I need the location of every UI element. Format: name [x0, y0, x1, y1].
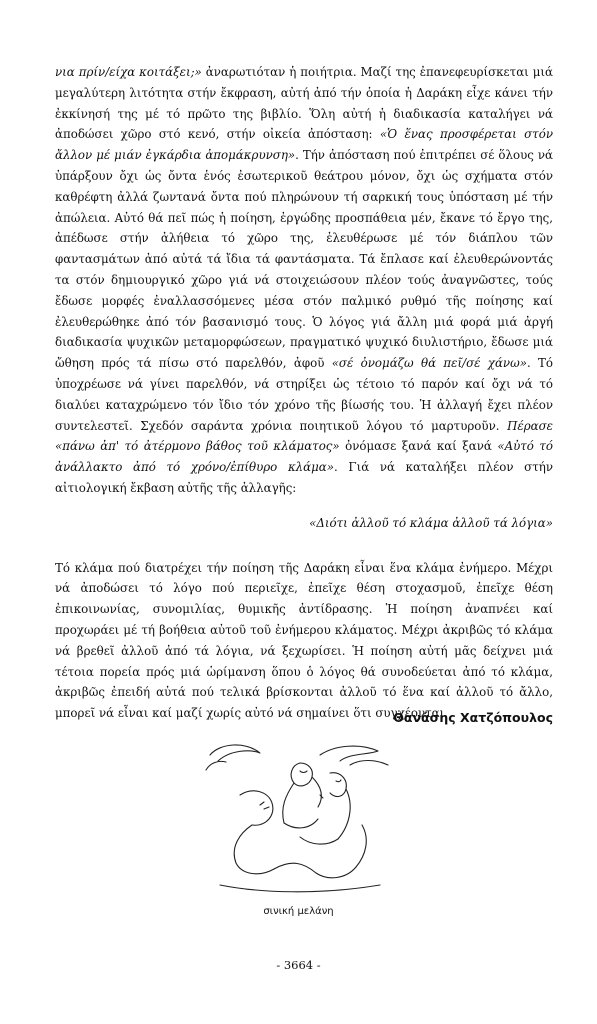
- page-number: - 3664 -: [276, 958, 321, 972]
- author-name: Θανάσης Χατζόπουλος: [393, 710, 553, 725]
- block-quote: «Διότι ἀλλοῦ τό κλάμα ἀλλοῦ τά λόγια»: [309, 515, 553, 530]
- paragraph-1: [55, 62, 553, 499]
- p1-seg-4: «σέ ὀνομάζω θά πεῖ/σέ χάνω»: [331, 356, 527, 371]
- p1-seg-9: . Γιά νά καταλήξει πλέον στήν αἰτιολογική ἔκβαση αὐτῆς τῆς ἀλλαγῆς:: [55, 460, 554, 495]
- article-text: [55, 62, 553, 724]
- p1-seg-6: Πέρασε «πάνω ἀπ' τό ἀτέρμονο βάθος τοῦ κλάματος»: [55, 418, 553, 454]
- paragraph-2: Τό κλάμα πού διατρέχει τήν ποίηση τῆς Δαράκη εἶναι ἕνα κλάμα ἐνήμερο. Μέχρι νά ἀποδώσει τό λόγο πού περιεῖχε, ἐπεῖχε θέση στοχασμοῦ, ἐπεῖχε θέση ἐπικοινωνίας, συνομιλίας, θυμικῆς ἀντίδρασης. Ἡ ποίηση ἀναπνέει καί προχωράει μέ τή βοήθεια αὐτοῦ τοῦ ἐνήμερου κλάματος. Μέχρι ἀκριβῶς τό κλάμα νά βρεθεῖ ἀλλοῦ ἀπό τά λόγια, νά ξεχωρίσει. Ἡ ποίηση αὐτή μᾶς δείχνει μιά τέτοια πορεία πρός μιά ὡρίμανση ὅπου ὁ λόγος θά συνοδεύεται ἀπό τό κλάμα, ἀκριβῶς ἐπειδή αὐτά πού τελικά βρίσκονται ἀλλοῦ τό ἕνα καί ἀλλοῦ τό ἄλλο, μπορεῖ νά εἶναι καί μαζί χωρίς αὐτό νά σημαίνει ὅτι συγχέονται.: [55, 560, 553, 721]
- p1-seg-5: . Τό ὑποχρέωσε νά γίνει παρελθόν, νά στηρίξει ὡς τέτοιο τό παρόν καί ὄχι νά τό διαλύει καταχρώμενο τόν ἴδιο τόν χρόνο τῆς βίωσής του. Ἡ ἀλλαγή ἔχει πλέον συντελεστεῖ. Σχεδόν σαράντα χρόνια ποιητικοῦ λόγου τό μαρτυροῦν.: [55, 356, 553, 433]
- p1-seg-7: ὀνόμασε ξανά καί ξανά: [339, 439, 498, 454]
- illustration-caption: σινική μελάνη: [263, 906, 334, 917]
- p1-seg-1: ἀναρωτιόταν ἡ ποιήτρια. Μαζί της ἐπανεφευρίσκεται μιά μεγαλύτερη λιτότητα στήν ἔκφραση, αὐτή ἀπό τήν ὁποία ἡ Δαράκη εἶχε κάνει τήν ἐκκίνησή της μέ τό πρῶτο της βιβλίο. Ὅλη αὐτή ἡ διαδικασία καταλήγει νά ἀποδώσει χῶρο στό κενό, στήν οἰκεία ἀπόσταση:: [55, 65, 553, 142]
- p1-seg-0: νια πρίν/είχα κοιτάξει;»: [55, 65, 202, 79]
- p1-seg-2: «Ὁ ἕνας προσφέρεται στόν ἄλλον μέ μιάν ἐγκάρδια ἀπομάκρυνση»: [55, 127, 553, 163]
- ink-drawing-illustration: [200, 735, 400, 900]
- p1-seg-8: «Αὐτό τό ἀνάλλακτο ἀπό τό χρόνο/ἐπίθυρο κλάμα»: [55, 439, 553, 475]
- p1-seg-3: . Τήν ἀπόσταση πού ἐπιτρέπει σέ ὅλους νά ὑπάρξουν ὄχι ὡς ὄντα ἑνός ἐσωτερικοῦ θεάτρου μόνον, ὄχι ὡς σχήματα στόν καθρέφτη ἀλλά ζωντανά ὄντα πού πληρώνουν τή σαρκική τους ὑπόσταση μέ τήν ἀπώλεια. Αὐτό θά πεῖ πώς ἡ ποίηση, ἐργώδης προσπάθεια μέν, ἔκανε τό ἔργο της, ἀπέδωσε στήν ἀλήθεια τό χῶρο της, ἐλευθέρωσε μέ τόν διάπλου τῶν φαντασμάτων ἀπό αὐτά τά ἴδια τά φαντάσματα. Τά ἔπλασε καί ἐλευθερώνοντάς τα στόν δημιουργικό χῶρο γιά νά στοιχειώσουν πλέον τούς ἀναγνῶστες, τούς ἔδωσε μορφές ἐναλλασσόμενες μέσα στόν παλμικό ρυθμό τῆς ποίησης καί ἐλευθερώθηκε ἀπό τόν βασανισμό τους. Ὁ λόγος γιά ἄλλη μιά φορά μιά ἀργή διαδικασία ψυχικῶν μεταμορφώσεων, πραγματικό ψυχικό διυλιστήριο, ἔδωσε μιά ὤθηση πρός τά πίσω στό παρελθόν, ἀφοῦ: [55, 148, 554, 371]
